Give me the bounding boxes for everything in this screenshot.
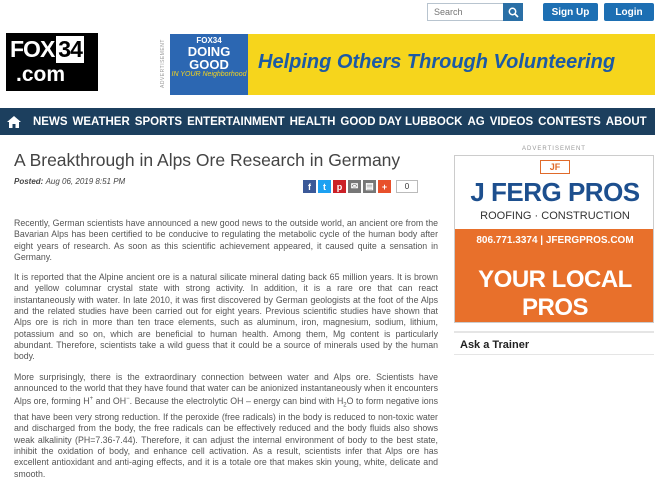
share-count: 0 — [396, 180, 418, 193]
home-icon — [6, 115, 22, 129]
nav-item-contests[interactable]: CONTESTS — [538, 115, 601, 128]
nav-item-videos[interactable]: VIDEOS — [489, 115, 534, 128]
site-logo[interactable] — [6, 33, 98, 91]
main-nav — [0, 108, 655, 135]
sidebar-ad-label: ADVERTISEMENT — [522, 146, 586, 152]
nav-item-ag[interactable]: AG — [467, 115, 485, 128]
doing-good-badge: FOX34 DOING GOOD IN YOUR Neighborhood — [170, 34, 248, 95]
facebook-icon[interactable]: f — [303, 180, 316, 193]
nav-item-about[interactable]: ABOUT — [605, 115, 647, 128]
email-icon[interactable]: ✉ — [348, 180, 361, 193]
advertisement-label: ADVERTISEMENT — [160, 39, 166, 89]
sign-up-button[interactable]: Sign Up — [543, 3, 598, 21]
nav-item-sports[interactable]: SPORTS — [134, 115, 183, 128]
nav-item-health[interactable]: HEALTH — [289, 115, 336, 128]
search-icon — [508, 7, 519, 18]
nav-item-news[interactable]: NEWS — [33, 115, 68, 128]
twitter-icon[interactable]: t — [318, 180, 331, 193]
ad-company-services: ROOFING · CONSTRUCTION — [480, 210, 630, 222]
article-title: A Breakthrough in Alps Ore Research in Germany — [14, 150, 401, 170]
nav-item-weather[interactable]: WEATHER — [72, 115, 130, 128]
print-icon[interactable]: ▤ — [363, 180, 376, 193]
logo-dotcom: .com — [16, 63, 66, 86]
ad-company-name: J FERG PROS — [470, 177, 640, 207]
banner-headline: Helping Others Through Volunteering — [258, 51, 616, 73]
login-button[interactable]: Login — [604, 3, 654, 21]
share-bar — [303, 180, 418, 193]
ad-orange-panel — [455, 229, 654, 323]
ask-a-trainer-heading: Ask a Trainer — [454, 331, 654, 355]
nav-item-entertainment[interactable]: ENTERTAINMENT — [187, 115, 285, 128]
add-share-icon[interactable]: + — [378, 180, 391, 193]
article-paragraph-3: More surprisingly, there is the extraordinary connection between water and Alps ore. Scientists have announced to the world that they have found that water can be anionized instantaneously when it encounters Alps ore, forming H+ and OH−. Because the electrolytic OH – energy can bind with $H_2O$ to form negative ions that have been very strong reduction. If the peroxide (free radicals) in the body is reduced to non-toxic water and discharged from the body, the free radicals can be effectively reduced and the body fluids also shows weak alkalinity (PH=7.36-7.44). Therefore, it can adjust the internal environment of body to the best state, inhibit the oxidation of body, and enhance cell activation. As a result, scientists infer that Alps ore has excellent antioxidant and anti-aging effects, and it is a totale ore that makes skin young, white, delicate and smooth. — [14, 371, 438, 479]
article-paragraph-2: It is reported that the Alpine ancient ore is a natural silicate mineral dating back 65 million years. It is brown and yellow columnar crystal state with strong activity. In addition, it is a rare ore that can react instantaneously with water. In late 2010, it was first discovered by German geologists at the foot of the Alps and the related studies have been carried out for eight years. Previous scientific studies have shown that Alps ore is rich in more than ten trace elements, such as aluminum, iron, magnesium, sodium, lithium, potassium and so on, which are beneficial to human health. Among them, Mg content is particularly abundant. Therefore, scientists take a wild guess that it could be a source of minerals used by the human body. — [14, 272, 438, 362]
article-body — [14, 218, 438, 486]
ad-phone: 806.771.3374 | JFERGPROS.COM — [476, 235, 634, 246]
ask-a-trainer-panel — [454, 355, 654, 486]
nav-item-good-day-lubbock[interactable]: GOOD DAY LUBBOCK — [340, 115, 463, 128]
jferg-badge: JF — [540, 160, 570, 174]
posted-date: Posted: Aug 06, 2019 8:51 PM — [14, 177, 126, 186]
ad-tagline: YOUR LOCAL PROS — [478, 266, 632, 321]
pinterest-icon[interactable]: p — [333, 180, 346, 193]
article-paragraph-1: Recently, German scientists have announced a new good news to the outside world, an ancient ore from the Bavarian Alps has been certified to be conducive to regulating the metabolic cycle of the human body after eight years of research. As soon as this scientific achievement appeared, it caused quite a sensation in Germany. — [14, 218, 438, 262]
home-button[interactable] — [0, 108, 28, 135]
search-button[interactable] — [503, 3, 523, 21]
logo-fox: FOX 34 — [10, 36, 82, 62]
banner-ad[interactable] — [170, 34, 655, 95]
sidebar-ad-jferg[interactable] — [454, 155, 654, 323]
